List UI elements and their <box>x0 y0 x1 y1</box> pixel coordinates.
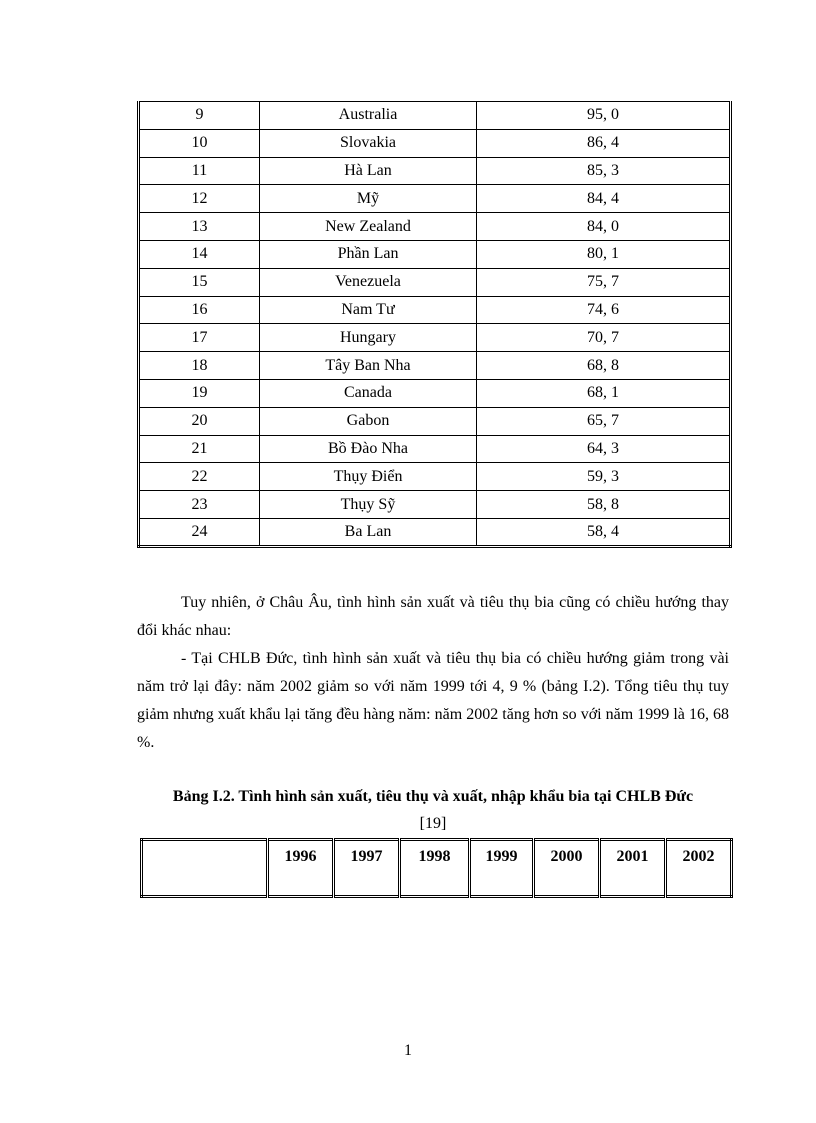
paragraph-germany: - Tại CHLB Đức, tình hình sản xuất và tiêu thụ bia có chiều hướng giảm trong vài năm trở lại đây: năm 2002 giảm so với năm 1999 tới 4, 9 % (bảng I.2). Tổng tiêu thụ tuy giảm nhưng xuất khẩu lại tăng đều hàng năm: năm 2002 tăng hơn so với năm 1999 là 16, 68 %. <box>137 650 729 751</box>
value-cell: 80, 1 <box>477 240 731 268</box>
header-cell-empty <box>142 840 268 897</box>
year-header-cell: 1998 <box>400 840 470 897</box>
table-row <box>139 407 731 435</box>
value-cell: 68, 1 <box>477 379 731 407</box>
table-row <box>139 213 731 241</box>
rank-cell: 13 <box>139 213 260 241</box>
ranking-table <box>137 101 732 548</box>
country-cell: Nam Tư <box>260 296 477 324</box>
value-cell: 84, 0 <box>477 213 731 241</box>
table-row <box>139 324 731 352</box>
table2-reference: [19] <box>419 815 447 832</box>
rank-cell: 21 <box>139 435 260 463</box>
rank-cell: 14 <box>139 240 260 268</box>
country-cell: Australia <box>260 102 477 130</box>
country-cell: Phần Lan <box>260 240 477 268</box>
rank-cell: 17 <box>139 324 260 352</box>
rank-cell: 20 <box>139 407 260 435</box>
table-row <box>139 463 731 491</box>
country-cell: Thụy Sỹ <box>260 491 477 519</box>
table-row <box>139 185 731 213</box>
value-cell: 84, 4 <box>477 185 731 213</box>
germany-beer-table <box>140 838 733 898</box>
value-cell: 58, 8 <box>477 491 731 519</box>
table-row <box>139 296 731 324</box>
rank-cell: 22 <box>139 463 260 491</box>
country-cell: Ba Lan <box>260 518 477 546</box>
country-cell: Mỹ <box>260 185 477 213</box>
year-header-cell: 2002 <box>666 840 732 897</box>
table2-caption: Bảng I.2. Tình hình sản xuất, tiêu thụ và xuất, nhập khẩu bia tại CHLB Đức <box>172 788 694 805</box>
value-cell: 74, 6 <box>477 296 731 324</box>
country-cell: Slovakia <box>260 129 477 157</box>
value-cell: 86, 4 <box>477 129 731 157</box>
year-header-cell: 1997 <box>334 840 400 897</box>
year-header-cell: 2000 <box>534 840 600 897</box>
country-cell: New Zealand <box>260 213 477 241</box>
value-cell: 59, 3 <box>477 463 731 491</box>
value-cell: 95, 0 <box>477 102 731 130</box>
value-cell: 58, 4 <box>477 518 731 546</box>
ranking-table-body <box>139 102 731 547</box>
value-cell: 85, 3 <box>477 157 731 185</box>
rank-cell: 19 <box>139 379 260 407</box>
country-cell: Canada <box>260 379 477 407</box>
year-header-cell: 1996 <box>268 840 334 897</box>
rank-cell: 18 <box>139 352 260 380</box>
table-row <box>139 102 731 130</box>
value-cell: 68, 8 <box>477 352 731 380</box>
table-row <box>139 157 731 185</box>
rank-cell: 10 <box>139 129 260 157</box>
country-cell: Tây Ban Nha <box>260 352 477 380</box>
rank-cell: 23 <box>139 491 260 519</box>
rank-cell: 12 <box>139 185 260 213</box>
germany-table-header-row <box>142 840 732 897</box>
country-cell: Thụy Điển <box>260 463 477 491</box>
table-row <box>139 491 731 519</box>
country-cell: Gabon <box>260 407 477 435</box>
table-row <box>139 518 731 546</box>
value-cell: 64, 3 <box>477 435 731 463</box>
country-cell: Bồ Đào Nha <box>260 435 477 463</box>
page-number: 1 <box>404 1042 412 1059</box>
table-row <box>139 435 731 463</box>
value-cell: 70, 7 <box>477 324 731 352</box>
table-row <box>139 268 731 296</box>
table-row <box>139 129 731 157</box>
table-row <box>139 352 731 380</box>
table-row <box>139 240 731 268</box>
year-header-cell: 2001 <box>600 840 666 897</box>
value-cell: 65, 7 <box>477 407 731 435</box>
year-header-cell: 1999 <box>470 840 534 897</box>
rank-cell: 24 <box>139 518 260 546</box>
country-cell: Venezuela <box>260 268 477 296</box>
table-row <box>139 379 731 407</box>
value-cell: 75, 7 <box>477 268 731 296</box>
rank-cell: 16 <box>139 296 260 324</box>
rank-cell: 9 <box>139 102 260 130</box>
country-cell: Hà Lan <box>260 157 477 185</box>
rank-cell: 11 <box>139 157 260 185</box>
country-cell: Hungary <box>260 324 477 352</box>
paragraph-intro: Tuy nhiên, ở Châu Âu, tình hình sản xuất và tiêu thụ bia cũng có chiều hướng thay đổi khác nhau: <box>137 594 729 639</box>
rank-cell: 15 <box>139 268 260 296</box>
